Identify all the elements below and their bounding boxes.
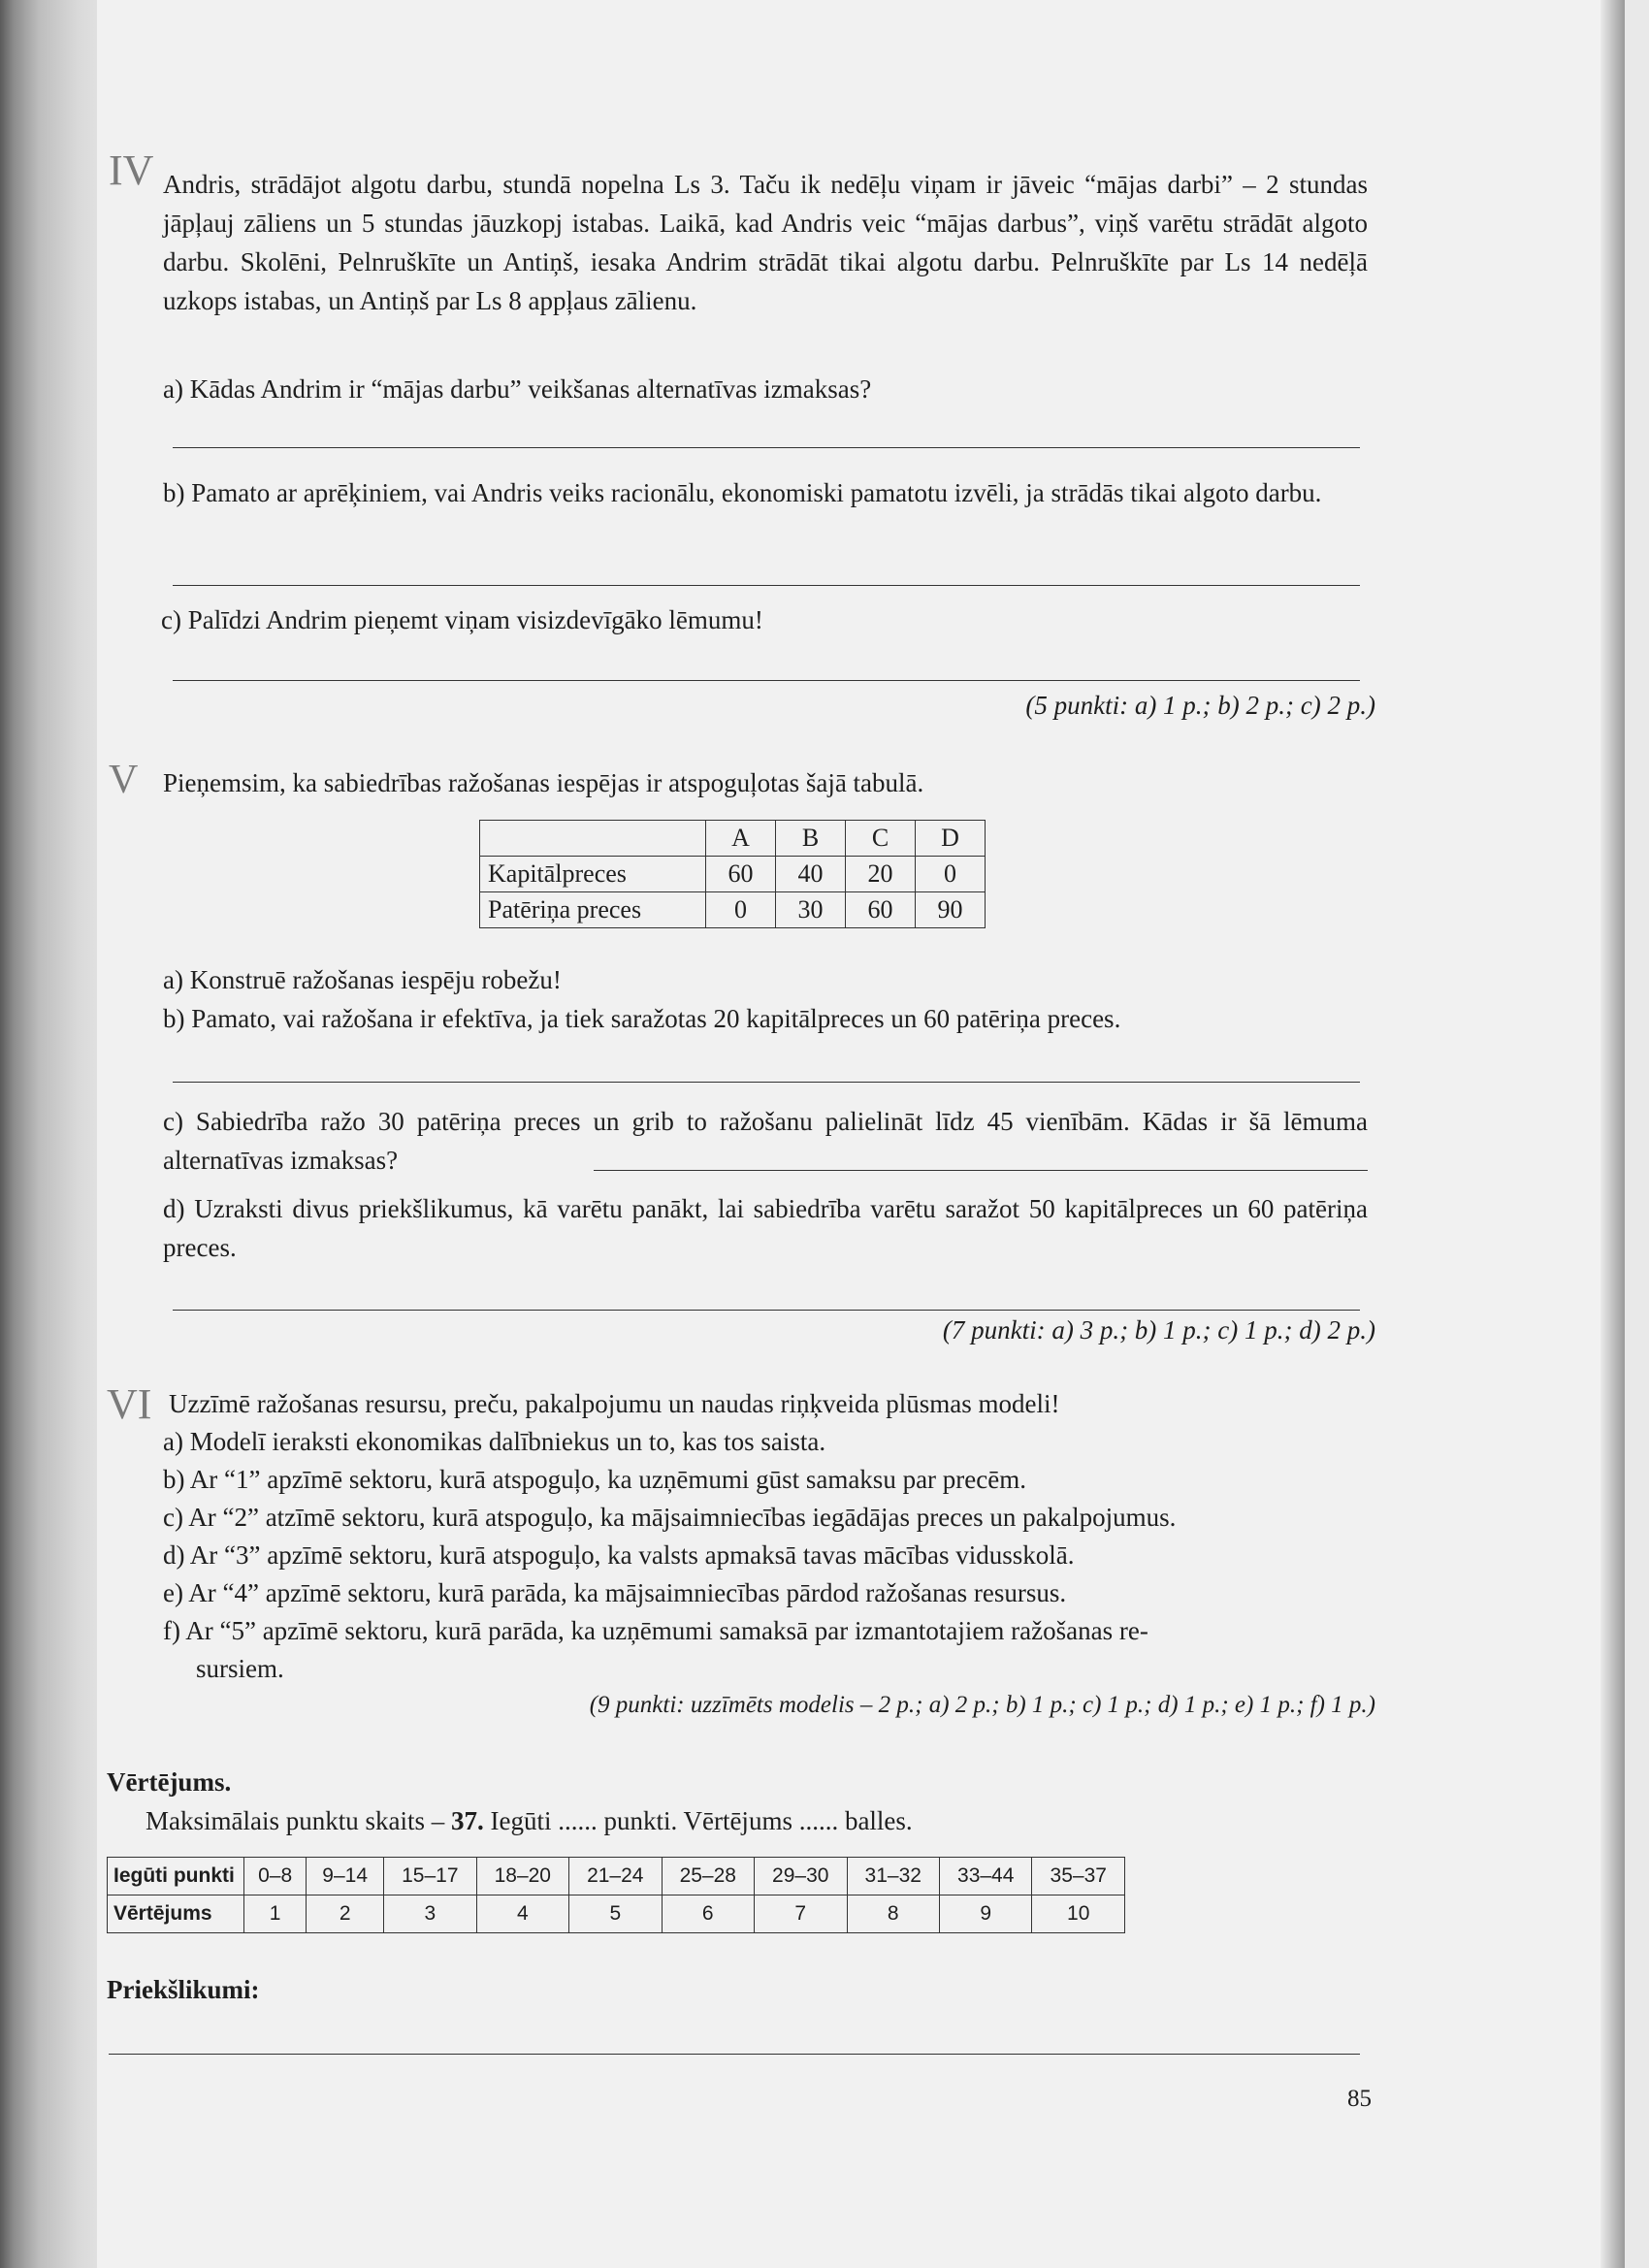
table-row bbox=[480, 892, 986, 928]
grade-cell: 10 bbox=[1032, 1895, 1125, 1933]
grade-cell: 1 bbox=[244, 1895, 307, 1933]
points-range-cell: 9–14 bbox=[307, 1858, 384, 1895]
grade-cell: 4 bbox=[476, 1895, 568, 1933]
page-number: 85 bbox=[1347, 2086, 1372, 2112]
grading-grade-row bbox=[108, 1895, 1125, 1933]
table-header-cell: A bbox=[706, 821, 776, 857]
grade-cell: 6 bbox=[662, 1895, 754, 1933]
table-cell: 60 bbox=[706, 857, 776, 892]
task-4-question-b: b) Pamato ar aprēķiniem, vai Andris veiks racionālu, ekonomiski pamatotu izvēli, ja strādās tikai algoto darbu. bbox=[163, 478, 1322, 507]
points-range-cell: 18–20 bbox=[476, 1858, 568, 1895]
page-edge-shadow bbox=[1600, 0, 1625, 2268]
answer-line-4b[interactable] bbox=[173, 585, 1360, 586]
table-cell: 40 bbox=[776, 857, 846, 892]
task-6-item-f: f) Ar “5” apzīmē sektoru, kurā parāda, ka uzņēmumi samaksā par izmantotajiem ražošanas re- bbox=[163, 1616, 1148, 1645]
grading-table bbox=[107, 1857, 1125, 1933]
grade-cell: 3 bbox=[384, 1895, 476, 1933]
points-range-cell: 21–24 bbox=[569, 1858, 662, 1895]
answer-line-4c[interactable] bbox=[173, 680, 1360, 681]
grade-cell: 8 bbox=[847, 1895, 939, 1933]
task-4-points: (5 punkti: a) 1 p.; b) 2 p.; c) 2 p.) bbox=[1025, 691, 1375, 720]
task-4-question-c: c) Palīdzi Andrim pieņemt viņam visizdevīgāko lēmumu! bbox=[161, 605, 763, 634]
points-range-cell: 0–8 bbox=[244, 1858, 307, 1895]
grade-cell: 7 bbox=[755, 1895, 847, 1933]
task-6-numeral: VI bbox=[107, 1380, 152, 1428]
answer-line-5b[interactable] bbox=[173, 1082, 1360, 1083]
task-5-question-a: a) Konstruē ražošanas iespēju robežu! bbox=[163, 965, 562, 994]
task-6-item: b) Ar “1” apzīmē sektoru, kurā atspoguļo, ka uzņēmumi gūst samaksu par precēm. bbox=[163, 1465, 1026, 1494]
points-range-cell: 15–17 bbox=[384, 1858, 476, 1895]
table-cell: 60 bbox=[846, 892, 916, 928]
task-5-question-c: c) Sabiedrība ražo 30 patēriņa preces un grib to ražošanu palielināt līdz 45 vienībām. Kādas ir šā lēmuma alternatīvas izmaksas? bbox=[163, 1107, 1368, 1175]
grade-cell: 9 bbox=[939, 1895, 1031, 1933]
task-6-item: e) Ar “4” apzīmē sektoru, kurā parāda, ka mājsaimniecības pārdod ražošanas resursus. bbox=[163, 1578, 1067, 1607]
task-4-numeral: IV bbox=[109, 146, 154, 194]
task-5-intro: Pieņemsim, ka sabiedrības ražošanas iespējas ir atspoguļotas šajā tabulā. bbox=[163, 768, 924, 797]
answer-line-5d[interactable] bbox=[173, 1310, 1360, 1311]
suggestions-answer-line[interactable] bbox=[109, 2054, 1360, 2055]
task-5-question-b: b) Pamato, vai ražošana ir efektīva, ja tiek saražotas 20 kapitālpreces un 60 patēriņa preces. bbox=[163, 1004, 1121, 1033]
points-range-cell: 35–37 bbox=[1032, 1858, 1125, 1895]
table-cell: 0 bbox=[916, 857, 986, 892]
task-5-question-d: d) Uzraksti divus priekšlikumus, kā varētu panākt, lai sabiedrība varētu saražot 50 kapitālpreces un 60 patēriņa preces. bbox=[163, 1194, 1368, 1262]
grade-cell: 2 bbox=[307, 1895, 384, 1933]
table-row-label: Patēriņa preces bbox=[480, 892, 706, 928]
grading-points-row bbox=[108, 1858, 1125, 1895]
table-header-row bbox=[480, 821, 986, 857]
points-range-cell: 33–44 bbox=[939, 1858, 1031, 1895]
task-6-item: c) Ar “2” atzīmē sektoru, kurā atspoguļo, ka mājsaimniecības iegādājas preces un pakalpojumus. bbox=[163, 1503, 1177, 1532]
table-cell: 20 bbox=[846, 857, 916, 892]
table-row-label: Kapitālpreces bbox=[480, 857, 706, 892]
task-6-points: (9 punkti: uzzīmēts modelis – 2 p.; a) 2 p.; b) 1 p.; c) 1 p.; d) 1 p.; e) 1 p.; f) 1 p.) bbox=[589, 1692, 1375, 1718]
table-header-cell: B bbox=[776, 821, 846, 857]
task-6-item-f-cont: sursiem. bbox=[196, 1654, 284, 1683]
task-4-question-a: a) Kādas Andrim ir “mājas darbu” veikšanas alternatīvas izmaksas? bbox=[163, 374, 872, 404]
evaluation-line-prefix: Maksimālais punktu skaits – bbox=[146, 1806, 451, 1835]
evaluation-line bbox=[146, 1806, 913, 1836]
table-cell: 0 bbox=[706, 892, 776, 928]
task-4-intro: Andris, strādājot algotu darbu, stundā nopelna Ls 3. Taču ik nedēļu viņam ir jāveic “mājas darbi” – 2 stundas jāpļauj zāliens un 5 stundas jāuzkopj istabas. Laikā, kad Andris veic “mājas darbus”, viņš varētu strādāt algoto darbu. Skolēni, Pelnruškīte un Antiņš, iesaka Andrim strādāt tikai algotu darbu. Pelnruškīte par Ls 14 nedēļā uzkops istabas, un Antiņš par Ls 8 appļaus zālienu. bbox=[163, 170, 1368, 315]
max-points: 37. bbox=[450, 1806, 484, 1835]
grading-row-label: Iegūti punkti bbox=[108, 1858, 244, 1895]
production-possibilities-table bbox=[479, 820, 986, 928]
points-range-cell: 25–28 bbox=[662, 1858, 754, 1895]
answer-line-5c[interactable] bbox=[594, 1170, 1368, 1171]
task-6-item: a) Modelī ieraksti ekonomikas dalībniekus un to, kas tos saista. bbox=[163, 1427, 826, 1456]
task-6-intro: Uzzīmē ražošanas resursu, preču, pakalpojumu un naudas riņķveida plūsmas modeli! bbox=[169, 1389, 1060, 1418]
answer-line-4a[interactable] bbox=[173, 447, 1360, 448]
task-5-points: (7 punkti: a) 3 p.; b) 1 p.; c) 1 p.; d) 2 p.) bbox=[942, 1315, 1375, 1345]
table-header-cell: C bbox=[846, 821, 916, 857]
task-5-numeral: V bbox=[109, 758, 139, 802]
table-header-cell bbox=[480, 821, 706, 857]
table-row bbox=[480, 857, 986, 892]
points-range-cell: 31–32 bbox=[847, 1858, 939, 1895]
grade-cell: 5 bbox=[569, 1895, 662, 1933]
table-cell: 90 bbox=[916, 892, 986, 928]
evaluation-line-suffix: Iegūti ...... punkti. Vērtējums ...... balles. bbox=[483, 1806, 913, 1835]
task-6-item: d) Ar “3” apzīmē sektoru, kurā atspoguļo, ka valsts apmaksā tavas mācības vidusskolā. bbox=[163, 1540, 1075, 1570]
suggestions-heading: Priekšlikumi: bbox=[107, 1975, 260, 2004]
table-cell: 30 bbox=[776, 892, 846, 928]
table-header-cell: D bbox=[916, 821, 986, 857]
points-range-cell: 29–30 bbox=[755, 1858, 847, 1895]
grading-row-label: Vērtējums bbox=[108, 1895, 244, 1933]
evaluation-heading: Vērtējums. bbox=[107, 1767, 232, 1797]
